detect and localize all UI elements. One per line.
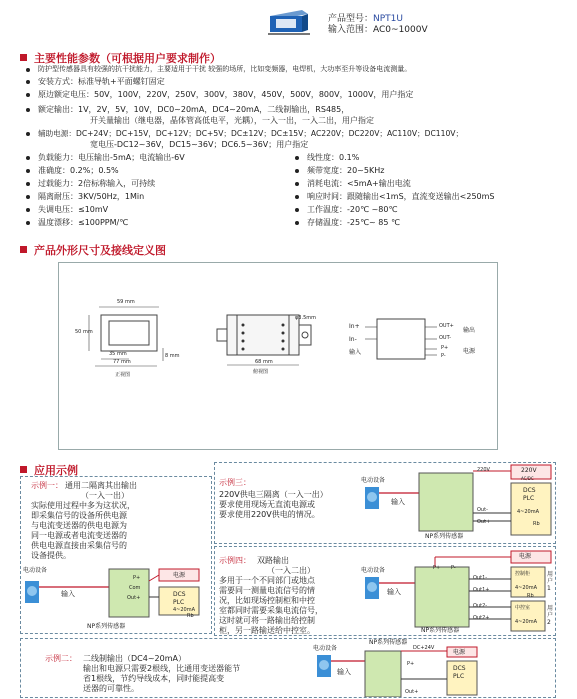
param-item: 存储温度：-25℃~ 85 ℃ [307, 218, 401, 227]
dim-8: 8 mm [165, 353, 180, 359]
section-marker [20, 246, 27, 253]
example-1-title: 示例一： [31, 481, 63, 490]
param-item: 过载能力：2倍标称输入，可持续 [38, 179, 156, 188]
wire-out-plus: OUT+ [439, 323, 454, 329]
wire-in-plus: In+ [349, 323, 360, 330]
feature-item: 辅助电源：DC+24V；DC+15V，DC+12V；DC+5V；DC±12V；DC±15V；AC220V；DC220V；AC110V；DC110V； [38, 129, 464, 138]
bullet [26, 80, 30, 84]
example-4-line: 室都同时需要采集电流信号， [219, 606, 323, 615]
bullet [295, 182, 299, 186]
example-1-pplus: P+ [133, 575, 141, 581]
bullet [26, 68, 30, 72]
example-1-input: 输入 [61, 590, 75, 598]
example-4-sensor: NP系列传感器 [421, 627, 460, 634]
example-1-plc: PLC [173, 599, 185, 606]
param-item: 线性度：0.1% [307, 153, 360, 162]
param-item: 温度漂移：≤100PPM/℃ [38, 218, 129, 227]
side-view-label: 俯视图 [253, 369, 269, 375]
example-4-range-2: 4~20mA [515, 619, 538, 625]
example-4-rb: Rb [527, 593, 534, 599]
example-3-220v: 220V [521, 467, 537, 474]
dim-hole: φ3.5mm [295, 315, 316, 321]
example-4-out2p: Out2+ [473, 615, 490, 621]
example-2-line1: 二线制输出（DC4~20mA） [83, 654, 186, 663]
model-value: NPT1U [373, 14, 403, 24]
example-3-plc: PLC [523, 495, 535, 502]
example-3-acdc: AC/DC [521, 476, 534, 481]
bullet [26, 208, 30, 212]
example-4-line: 柜，另一路输送给中控室。 [219, 626, 315, 635]
example-4-input: 输入 [387, 588, 401, 596]
example-4-panel [214, 546, 556, 636]
example-3-input: 输入 [391, 498, 405, 506]
example-2-line: 输出和电源只需要2根线，比通用变送器能节 [83, 664, 241, 673]
section-title-performance: 主要性能参数（可根据用户要求制作） [34, 52, 221, 65]
example-3-outplus: Out+ [477, 519, 491, 525]
example-1-rb: Rb [187, 613, 194, 619]
section-title-applications: 应用示例 [34, 464, 78, 477]
dim-59: 59 mm [117, 299, 135, 305]
example-4-ctrl: 控制柜 [515, 571, 531, 577]
example-2-plc: PLC [453, 673, 465, 680]
example-1-line: 即采集信号的设备所供电源 [31, 511, 127, 520]
example-3-line: 要求使用现场无直流电源或 [219, 500, 315, 509]
example-4-power: 电源 [519, 553, 532, 560]
bullet [295, 169, 299, 173]
param-item: 消耗电流：<5mA+输出电流 [307, 179, 411, 188]
bullet [26, 221, 30, 225]
example-2-line: 省1根线，节约导线成本，同时能提高变 [83, 674, 225, 683]
feature-item: 开关量输出（继电器，晶体管高低电平，光耦），一入一出，一入二出，用户指定 [90, 116, 374, 125]
dim-77: 77 mm [113, 359, 131, 365]
example-3-title: 示例三： [219, 478, 251, 487]
bullet [26, 169, 30, 173]
example-1-line: （一入一出） [81, 491, 129, 500]
example-3-line: 要求使用220V供电的情况。 [219, 510, 320, 519]
example-3-sensor: NP系列传感器 [425, 533, 464, 540]
example-4-user2: 用户2 [547, 605, 554, 626]
product-image [268, 6, 310, 36]
example-4-device: 电动设备 [361, 567, 386, 574]
param-item: 频带宽度：20~5KHz [307, 166, 385, 175]
example-4-line: 这时就可将一路输出给控制 [219, 616, 315, 625]
example-2-input: 输入 [337, 668, 351, 676]
example-4-center: 中控室 [515, 605, 531, 611]
bullet [295, 221, 299, 225]
section-marker [20, 54, 27, 61]
bullet [295, 208, 299, 212]
example-4-title: 示例四： [219, 556, 251, 565]
wire-power-label: 电源 [463, 348, 476, 355]
param-item: 失调电压：≤10mV [38, 205, 109, 214]
dimension-drawing-frame [58, 262, 498, 450]
section-title-dimensions: 产品外形尺寸及接线定义图 [34, 244, 166, 257]
model-label: 产品型号： [328, 14, 374, 24]
example-1-outplus: Out+ [127, 595, 141, 601]
example-1-panel [20, 476, 212, 634]
example-4-line: 需要同一测量电流信号的情 [219, 586, 315, 595]
example-3-outminus: Out- [477, 507, 488, 513]
feature-item: 安装方式：标准导轨+平面螺钉固定 [38, 77, 165, 86]
example-4-pplus: P+ [433, 565, 441, 571]
example-1-line: 同一电源或者电流变送器的 [31, 531, 127, 540]
example-3-range: 4~20mA [517, 509, 540, 515]
example-2-panel [20, 638, 556, 698]
example-3-220v-line: 220V [477, 467, 490, 473]
example-2-pplus: P+ [407, 661, 415, 667]
section-marker [20, 466, 27, 473]
wire-p-plus: P+ [441, 345, 449, 351]
example-4-pminus: P- [451, 565, 456, 571]
front-view-label: 正视图 [115, 372, 131, 378]
bullet [295, 156, 299, 160]
example-4-line2: （一入二出） [267, 566, 315, 575]
example-1-line: 通用二隔离其出输出 [65, 481, 137, 490]
example-3-device: 电动设备 [361, 477, 386, 484]
feature-item: 宽电压-DC12~36V，DC15~36V；DC6.5~36V；用户指定 [90, 140, 309, 149]
feature-item: 防护型传感器具有较强的抗干扰能力，主要适用于干扰 较强的场所，比如变频器，电焊机，大功率至升等设备电流测量。 [38, 65, 412, 73]
wire-p-minus: P- [441, 353, 446, 359]
example-1-com: Com [129, 585, 141, 591]
example-3-dcs: DCS [523, 487, 536, 494]
example-1-line: 设备提供。 [31, 551, 71, 560]
bullet [26, 182, 30, 186]
dim-68: 68 mm [255, 359, 273, 365]
bullet [295, 195, 299, 199]
example-1-dcs: DCS [173, 591, 186, 598]
example-1-range: 4~20mA [173, 607, 196, 613]
example-1-line: 供电电源直接由采集信号的 [31, 541, 127, 550]
range-value: AC0~1000V [373, 25, 428, 35]
example-4-line1: 双路输出 [257, 556, 289, 565]
example-2-dc24: DC+24V [413, 645, 435, 651]
example-2-device: 电动设备 [313, 645, 338, 652]
wire-out-minus: OUT- [439, 335, 451, 341]
dim-50: 50 mm [75, 329, 93, 335]
feature-item: 额定输出：1V，2V，5V，10V，DC0~20mA，DC4~20mA，二线制输出，RS485， [38, 105, 350, 114]
bullet [26, 132, 30, 136]
example-4-line: 多用于一个不同部门或地点 [219, 576, 315, 585]
bullet [26, 156, 30, 160]
example-3-rb: Rb [533, 521, 540, 527]
example-1-device: 电动设备 [23, 567, 48, 574]
wire-in-minus: In- [349, 336, 357, 343]
example-2-sensor: NP系列传感器 [369, 639, 408, 646]
param-item: 负载能力：电压输出-5mA；电流输出-6V [38, 153, 185, 162]
example-4-out1m: Out1- [473, 575, 488, 581]
example-2-dcs: DCS [453, 665, 466, 672]
example-2-outplus: Out+ [405, 689, 419, 695]
feature-item: 原边额定电压：50V，100V，220V，250V，300V，380V，450V，500V，800V，1000V，用户指定 [38, 90, 414, 99]
example-2-power: 电源 [453, 649, 466, 656]
example-4-range-1: 4~20mA [515, 585, 538, 591]
example-4-line: 况，比如现场控制柜和中控 [219, 596, 315, 605]
example-4-user1: 用户1 [547, 571, 554, 592]
range-label: 输入范围： [328, 25, 374, 35]
example-3-panel [214, 462, 556, 544]
param-item: 工作温度：-20℃ ~80℃ [307, 205, 398, 214]
example-1-line: 实际使用过程中多为这状况， [31, 501, 135, 510]
param-item: 响应时间：跟随输出<1mS，直流变送输出<250mS [307, 192, 495, 201]
dim-35: 35 mm [109, 351, 127, 357]
example-1-power: 电源 [173, 572, 186, 579]
example-1-line: 与电流变送器的供电电源为 [31, 521, 127, 530]
example-4-out1p: Out1+ [473, 587, 490, 593]
example-4-diagram [215, 547, 555, 635]
example-3-line: 220V供电三隔离（一入一出） [219, 490, 328, 499]
param-item: 准确度：0.2%；0.5% [38, 166, 119, 175]
example-2-diagram [21, 639, 555, 697]
bullet [26, 108, 30, 112]
wire-output-label: 输出 [463, 327, 476, 334]
example-2-line: 送器的可靠性。 [83, 684, 139, 693]
bullet [26, 93, 30, 97]
wiring-block [365, 319, 437, 359]
wire-input-label: 输入 [349, 349, 362, 356]
example-1-sensor: NP系列传感器 [87, 623, 126, 630]
example-2-title: 示例二： [45, 654, 77, 663]
param-item: 隔离耐压：3KV/50Hz，1Min [38, 192, 145, 201]
example-4-out2m: Out2- [473, 603, 488, 609]
bullet [26, 195, 30, 199]
